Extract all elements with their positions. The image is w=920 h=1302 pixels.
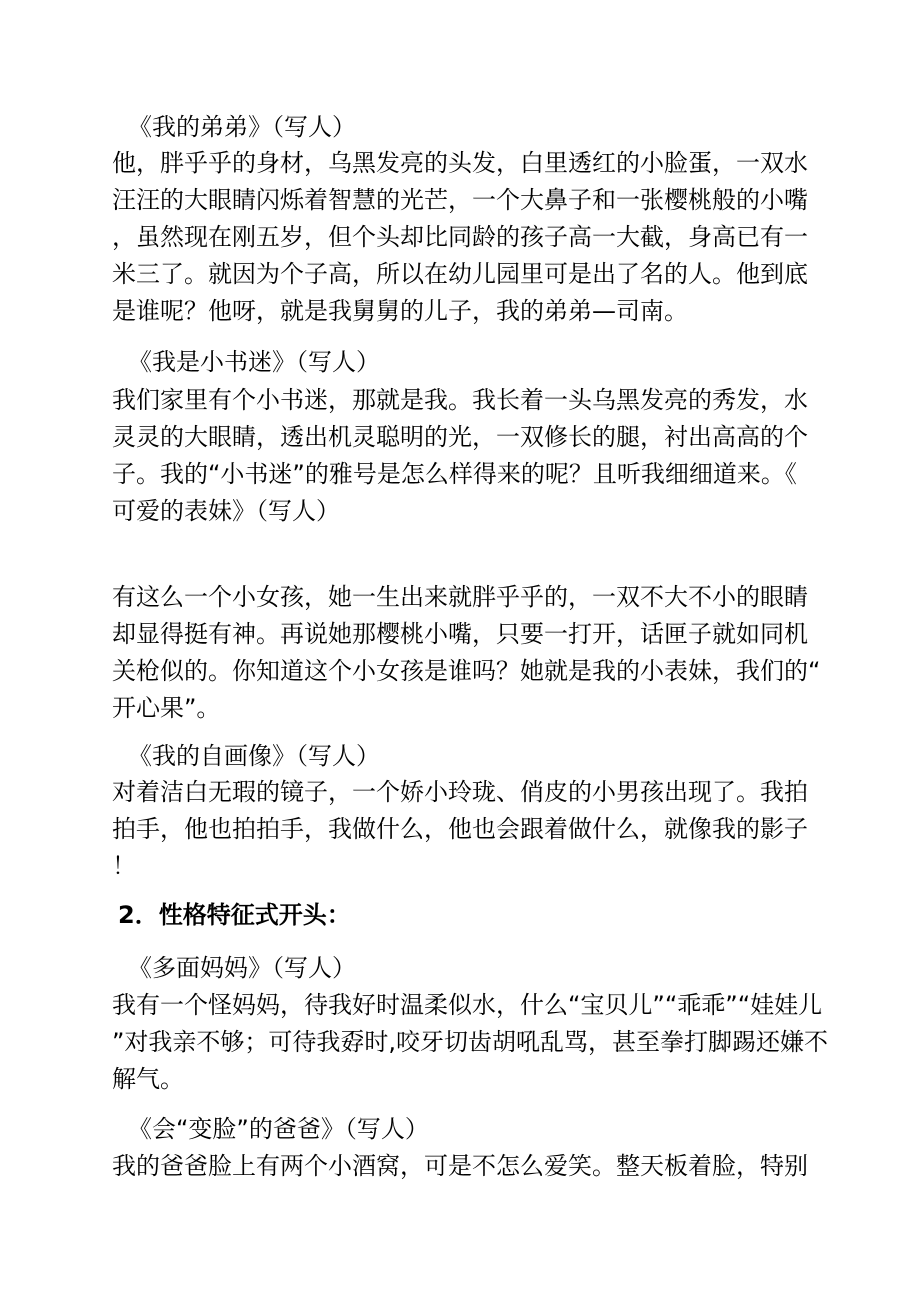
paragraph-line: 却显得挺有神。再说她那樱桃小嘴，只要一打开，话匣子就如同机 bbox=[112, 620, 808, 648]
paragraph-line: 他，胖乎乎的身材，乌黑发亮的头发，白里透红的小脸蛋，一双水 bbox=[112, 149, 808, 177]
paragraph-line: 汪汪的大眼睛闪烁着智慧的光芒，一个大鼻子和一张樱桃般的小嘴 bbox=[112, 186, 808, 214]
essay-title-face-changing-dad: 《会“变脸”的爸爸》（写人） bbox=[128, 1115, 429, 1143]
paragraph-line: 拍手，他也拍拍手，我做什么，他也会跟着做什么，就像我的影子 bbox=[112, 815, 808, 843]
paragraph-line: ！ bbox=[112, 852, 136, 880]
paragraph-line: 我有一个怪妈妈，待我好时温柔似水，什么“宝贝儿”“乖乖”“娃娃儿 bbox=[112, 991, 823, 1019]
section-heading: 2．性格特征式开头： bbox=[118, 901, 351, 929]
paragraph-line: 子。我的“小书迷”的雅号是怎么样得来的呢？且听我细细道来。《 bbox=[112, 460, 797, 488]
paragraph-line: 是谁呢？他呀，就是我舅舅的儿子，我的弟弟—司南。 bbox=[112, 297, 688, 325]
paragraph-line: ，虽然现在刚五岁，但个头却比同龄的孩子高一大截，身高已有一 bbox=[112, 223, 808, 251]
essay-title-little-bookworm: 《我是小书迷》（写人） bbox=[128, 348, 380, 376]
essay-title-many-sided-mom: 《多面妈妈》（写人） bbox=[128, 954, 356, 982]
essay-title-cute-cousin: 可爱的表妹》（写人） bbox=[112, 497, 340, 525]
paragraph-line: 开心果”。 bbox=[112, 694, 221, 722]
paragraph-line: 对着洁白无瑕的镜子，一个娇小玲珑、俏皮的小男孩出现了。我拍 bbox=[112, 778, 808, 806]
essay-title-my-brother: 《我的弟弟》（写人） bbox=[128, 113, 356, 141]
paragraph-line: 解气。 bbox=[112, 1065, 184, 1093]
paragraph-line: 有这么一个小女孩，她一生出来就胖乎乎的，一双不大不小的眼睛 bbox=[112, 583, 808, 611]
essay-title-self-portrait: 《我的自画像》（写人） bbox=[128, 742, 380, 770]
paragraph-line: ”对我亲不够；可待我孬时,咬牙切齿胡吼乱骂，甚至拳打脚踢还嫌不 bbox=[112, 1028, 829, 1056]
paragraph-line: 关枪似的。你知道这个小女孩是谁吗？她就是我的小表妹，我们的“ bbox=[112, 657, 821, 685]
paragraph-line: 我们家里有个小书迷，那就是我。我长着一头乌黑发亮的秀发，水 bbox=[112, 386, 808, 414]
paragraph-line: 灵灵的大眼睛，透出机灵聪明的光，一双修长的腿，衬出高高的个 bbox=[112, 423, 808, 451]
paragraph-line: 米三了。就因为个子高，所以在幼儿园里可是出了名的人。他到底 bbox=[112, 260, 808, 288]
paragraph-line: 我的爸爸脸上有两个小酒窝，可是不怎么爱笑。整天板着脸，特别 bbox=[112, 1152, 808, 1180]
